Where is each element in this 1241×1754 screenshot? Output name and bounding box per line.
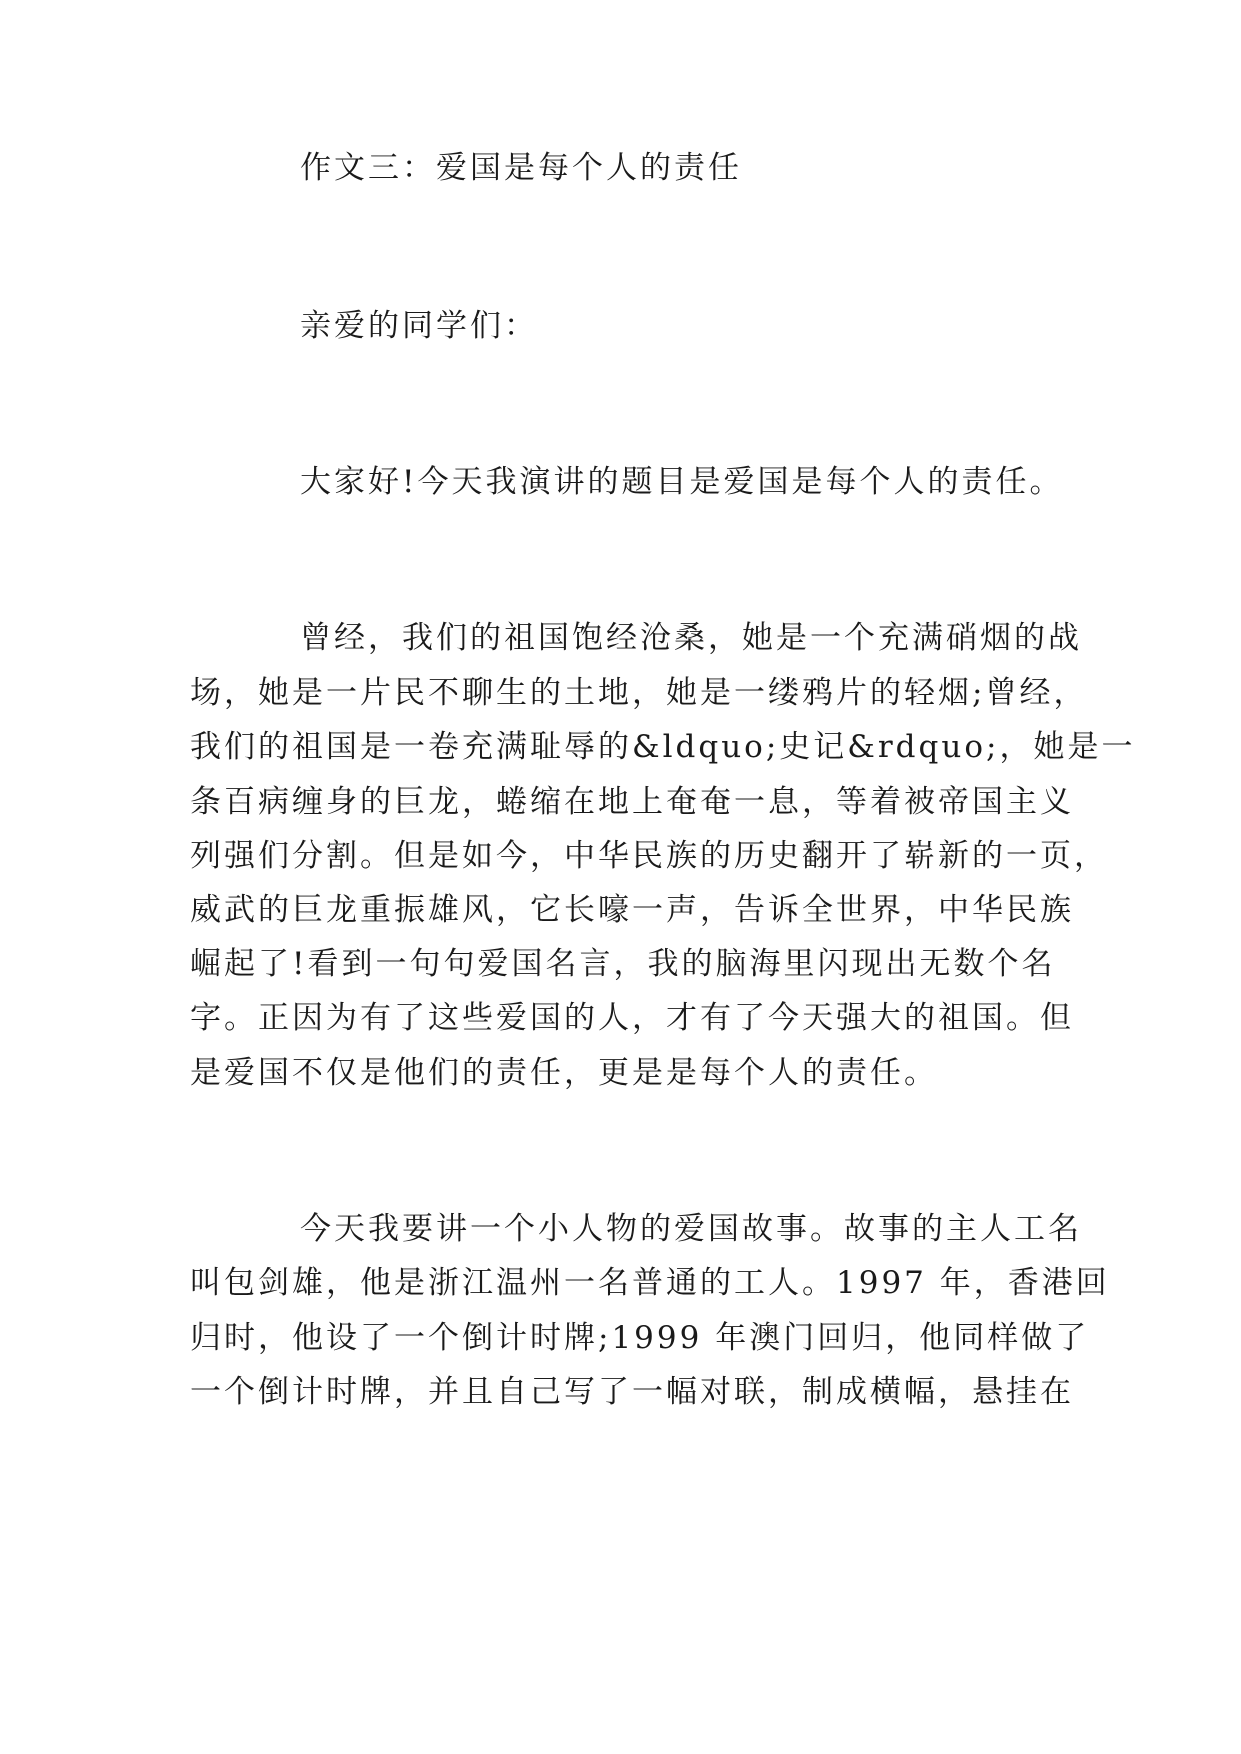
intro-paragraph: 大家好!今天我演讲的题目是爱国是每个人的责任。 — [300, 464, 1064, 500]
paragraph-line: 我们的祖国是一卷充满耻辱的&ldquo;史记&rdquo;，她是一 — [190, 729, 1136, 765]
greeting: 亲爱的同学们： — [300, 308, 538, 344]
essay-title: 作文三：爱国是每个人的责任 — [300, 150, 742, 186]
paragraph-line: 条百病缠身的巨龙，蜷缩在地上奄奄一息，等着被帝国主义 — [190, 784, 1074, 820]
paragraph-line: 曾经，我们的祖国饱经沧桑，她是一个充满硝烟的战 — [300, 620, 1082, 656]
paragraph-line: 归时，他设了一个倒计时牌;1999 年澳门回归，他同样做了 — [190, 1320, 1090, 1356]
paragraph-line: 字。正因为有了这些爱国的人，才有了今天强大的祖国。但 — [190, 1000, 1074, 1036]
paragraph-line: 是爱国不仅是他们的责任，更是是每个人的责任。 — [190, 1055, 938, 1091]
paragraph-line: 叫包剑雄，他是浙江温州一名普通的工人。1997 年，香港回 — [190, 1265, 1110, 1301]
paragraph-line: 崛起了!看到一句句爱国名言，我的脑海里闪现出无数个名 — [190, 946, 1056, 982]
paragraph-line: 场，她是一片民不聊生的土地，她是一缕鸦片的轻烟;曾经， — [190, 675, 1088, 711]
paragraph-line: 威武的巨龙重振雄风，它长嚎一声，告诉全世界，中华民族 — [190, 892, 1074, 928]
paragraph-line: 列强们分割。但是如今，中华民族的历史翻开了崭新的一页， — [190, 838, 1108, 874]
paragraph-line: 今天我要讲一个小人物的爱国故事。故事的主人工名 — [300, 1211, 1082, 1247]
paragraph-line: 一个倒计时牌，并且自己写了一幅对联，制成横幅，悬挂在 — [190, 1374, 1074, 1410]
